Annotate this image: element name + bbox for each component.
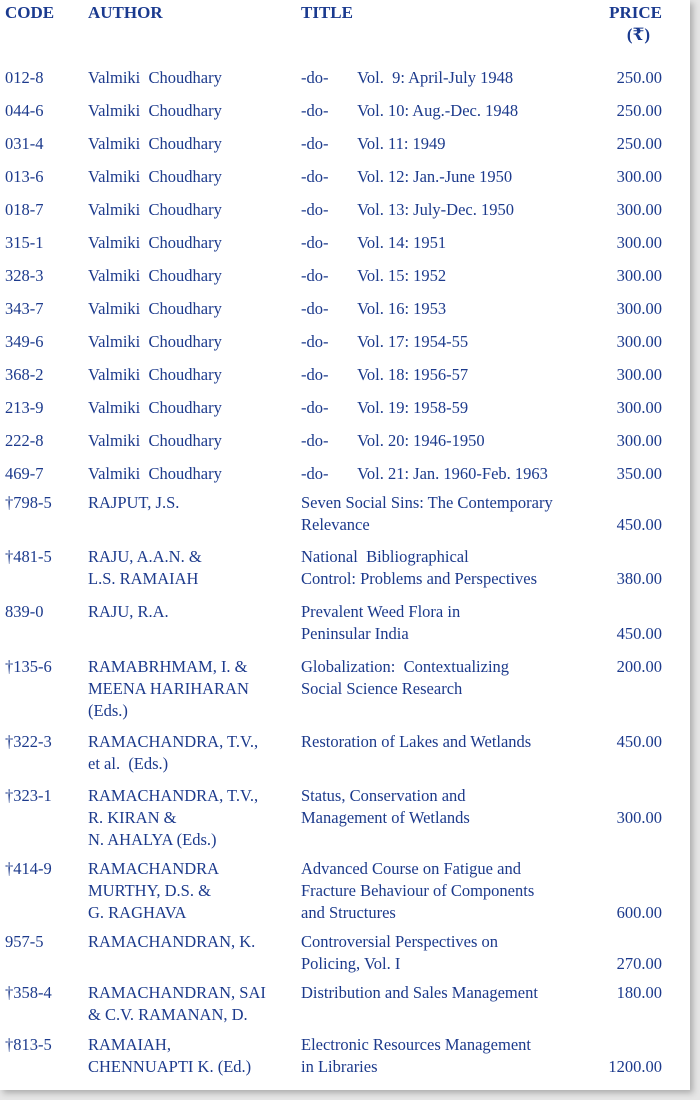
row-code: 222-8 — [5, 431, 44, 450]
row-code: †323-1 — [5, 786, 52, 805]
row-title: Globalization: Contextualizing Social Science Research — [301, 657, 510, 698]
row-author: RAMACHANDRA, T.V., et al. (Eds.) — [88, 732, 259, 773]
row-code: †481-5 — [5, 547, 52, 566]
row-price: 600.00 — [616, 903, 662, 922]
row-title: -do- Vol. 15: 1952 — [301, 266, 447, 285]
title-header: TITLE — [301, 3, 353, 22]
row-title: -do- Vol. 14: 1951 — [301, 233, 447, 252]
row-price: 450.00 — [616, 732, 662, 751]
row-author: RAJU, A.A.N. & L.S. RAMAIAH — [88, 547, 202, 588]
row-author: Valmiki Choudhary — [88, 365, 222, 384]
price-unit-header: (₹) — [626, 25, 650, 44]
row-author: RAMACHANDRA MURTHY, D.S. & G. RAGHAVA — [88, 859, 220, 922]
row-price: 300.00 — [616, 365, 662, 384]
row-author: Valmiki Choudhary — [88, 299, 222, 318]
row-price: 1200.00 — [608, 1057, 662, 1076]
row-author: Valmiki Choudhary — [88, 332, 222, 351]
row-price: 180.00 — [616, 983, 662, 1002]
row-price: 350.00 — [616, 464, 662, 483]
row-title: Controversial Perspectives on Policing, Vol. I — [301, 932, 499, 973]
row-title: -do- Vol. 18: 1956-57 — [301, 365, 469, 384]
code-header: CODE — [5, 3, 55, 22]
row-price: 250.00 — [616, 101, 662, 120]
row-price: 380.00 — [616, 569, 662, 588]
row-title: -do- Vol. 20: 1946-1950 — [301, 431, 485, 450]
row-title: Status, Conservation and Management of Wetlands — [301, 786, 470, 827]
row-price: 300.00 — [616, 200, 662, 219]
row-title: Restoration of Lakes and Wetlands — [301, 732, 532, 751]
row-author: Valmiki Choudhary — [88, 398, 222, 417]
row-code: 957-5 — [5, 932, 44, 951]
row-author: Valmiki Choudhary — [88, 200, 222, 219]
row-code: 328-3 — [5, 266, 44, 285]
author-header: AUTHOR — [88, 3, 163, 22]
row-author: RAMABRHMAM, I. & MEENA HARIHARAN (Eds.) — [88, 657, 249, 720]
row-title: Advanced Course on Fatigue and Fracture Behaviour of Components and Structures — [301, 859, 535, 922]
row-title: -do- Vol. 12: Jan.-June 1950 — [301, 167, 513, 186]
row-price: 300.00 — [616, 332, 662, 351]
row-title: -do- Vol. 16: 1953 — [301, 299, 447, 318]
row-author: RAJU, R.A. — [88, 602, 169, 621]
price-header: PRICE — [609, 3, 662, 22]
row-title: -do- Vol. 10: Aug.-Dec. 1948 — [301, 101, 519, 120]
row-code: 315-1 — [5, 233, 44, 252]
row-author: Valmiki Choudhary — [88, 101, 222, 120]
row-author: Valmiki Choudhary — [88, 167, 222, 186]
row-code: 368-2 — [5, 365, 44, 384]
row-title: -do- Vol. 21: Jan. 1960-Feb. 1963 — [301, 464, 548, 483]
row-code: 469-7 — [5, 464, 44, 483]
row-author: RAMAIAH, CHENNUAPTI K. (Ed.) — [88, 1035, 252, 1076]
row-price: 450.00 — [616, 624, 662, 643]
row-code: 012-8 — [5, 68, 44, 87]
row-author: RAMACHANDRAN, SAI & C.V. RAMANAN, D. — [88, 983, 266, 1024]
row-author: Valmiki Choudhary — [88, 233, 222, 252]
row-title: -do- Vol. 11: 1949 — [301, 134, 446, 153]
row-title: Seven Social Sins: The Contemporary Relevance — [301, 493, 553, 534]
row-code: 343-7 — [5, 299, 44, 318]
row-title: Electronic Resources Management in Libraries — [301, 1035, 531, 1076]
row-author: Valmiki Choudhary — [88, 68, 222, 87]
row-code: †414-9 — [5, 859, 52, 878]
row-title: -do- Vol. 19: 1958-59 — [301, 398, 469, 417]
row-title: -do- Vol. 9: April-July 1948 — [301, 68, 514, 87]
row-code: †813-5 — [5, 1035, 52, 1054]
row-code: 044-6 — [5, 101, 44, 120]
row-title: -do- Vol. 17: 1954-55 — [301, 332, 469, 351]
row-price: 300.00 — [616, 398, 662, 417]
row-code: †135-6 — [5, 657, 52, 676]
row-price: 250.00 — [616, 134, 662, 153]
row-price: 300.00 — [616, 266, 662, 285]
row-price: 300.00 — [616, 431, 662, 450]
row-code: †358-4 — [5, 983, 52, 1002]
row-author: RAMACHANDRAN, K. — [88, 932, 256, 951]
row-title: National Bibliographical Control: Problems and Perspectives — [301, 547, 538, 588]
row-title: Distribution and Sales Management — [301, 983, 538, 1002]
row-author: Valmiki Choudhary — [88, 134, 222, 153]
row-code: 213-9 — [5, 398, 44, 417]
row-code: 031-4 — [5, 134, 44, 153]
row-code: †322-3 — [5, 732, 52, 751]
row-author: Valmiki Choudhary — [88, 431, 222, 450]
row-price: 270.00 — [616, 954, 662, 973]
row-code: 018-7 — [5, 200, 44, 219]
row-author: RAJPUT, J.S. — [88, 493, 180, 512]
row-price: 450.00 — [616, 515, 662, 534]
row-price: 300.00 — [616, 233, 662, 252]
row-author: RAMACHANDRA, T.V., R. KIRAN & N. AHALYA (Eds.) — [88, 786, 259, 849]
row-price: 300.00 — [616, 167, 662, 186]
row-author: Valmiki Choudhary — [88, 266, 222, 285]
row-price: 200.00 — [616, 657, 662, 676]
row-price: 300.00 — [616, 808, 662, 827]
row-title: -do- Vol. 13: July-Dec. 1950 — [301, 200, 514, 219]
row-code: 349-6 — [5, 332, 44, 351]
row-code: 839-0 — [5, 602, 44, 621]
row-price: 250.00 — [616, 68, 662, 87]
row-price: 300.00 — [616, 299, 662, 318]
row-code: †798-5 — [5, 493, 52, 512]
row-author: Valmiki Choudhary — [88, 464, 222, 483]
row-title: Prevalent Weed Flora in Peninsular India — [301, 602, 461, 643]
row-code: 013-6 — [5, 167, 44, 186]
